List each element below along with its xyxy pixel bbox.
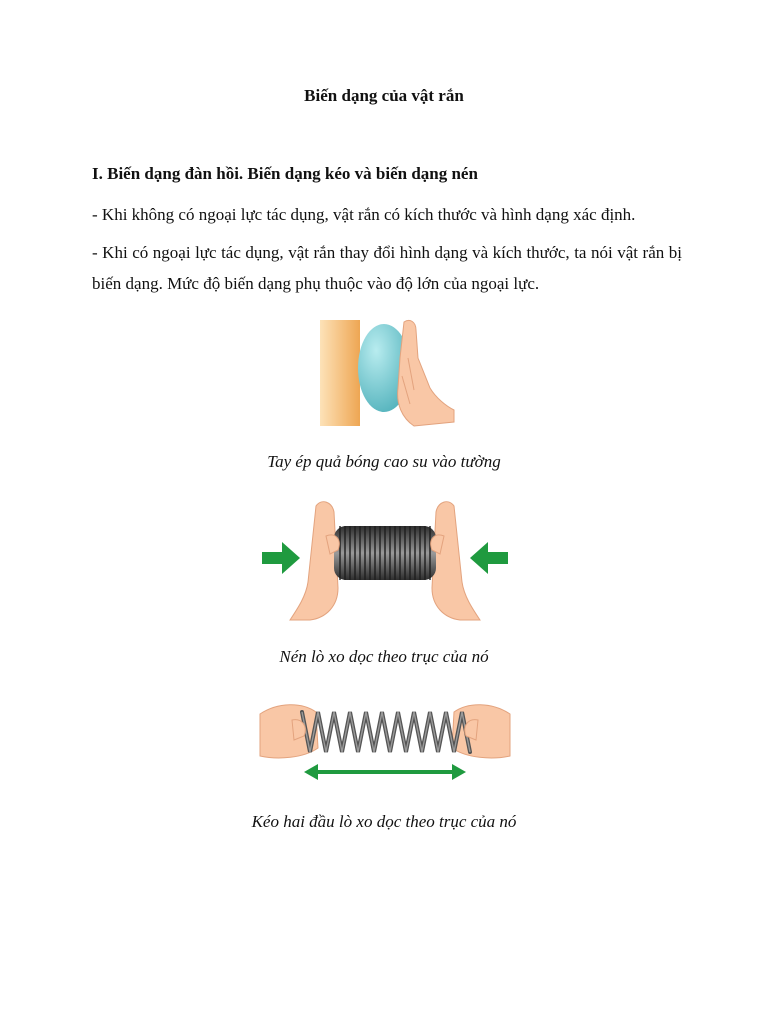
- left-push-arrow: [262, 542, 300, 574]
- caption-3: Kéo hai đầu lò xo dọc theo trục của nó: [251, 812, 517, 831]
- spring-extension-illustration: [258, 700, 512, 784]
- hand-ball-wall-illustration: [318, 318, 458, 428]
- paragraph-2: - Khi có ngoại lực tác dụng, vật rắn thay đổi hình dạng và kích thước, ta nói vật rắn bị biến dạng. Mức độ biến dạng phụ thuộc vào độ lớn của ngoại lực.: [92, 243, 682, 293]
- caption-1: Tay ép quả bóng cao su vào tường: [267, 452, 501, 471]
- left-hand: [290, 502, 338, 620]
- caption-2: Nén lò xo dọc theo trục của nó: [279, 647, 489, 666]
- hand: [398, 320, 454, 426]
- stretch-double-arrow: [304, 764, 466, 780]
- spring-compression-illustration: [260, 496, 510, 622]
- paragraph-1: - Khi không có ngoại lực tác dụng, vật rắn có kích thước và hình dạng xác định.: [92, 205, 636, 224]
- document-title: Biến dạng của vật rắn: [304, 86, 464, 105]
- section-heading: I. Biến dạng đàn hồi. Biến dạng kéo và biến dạng nén: [92, 164, 478, 183]
- right-push-arrow: [470, 542, 508, 574]
- wall: [320, 320, 360, 426]
- right-hand: [432, 502, 480, 620]
